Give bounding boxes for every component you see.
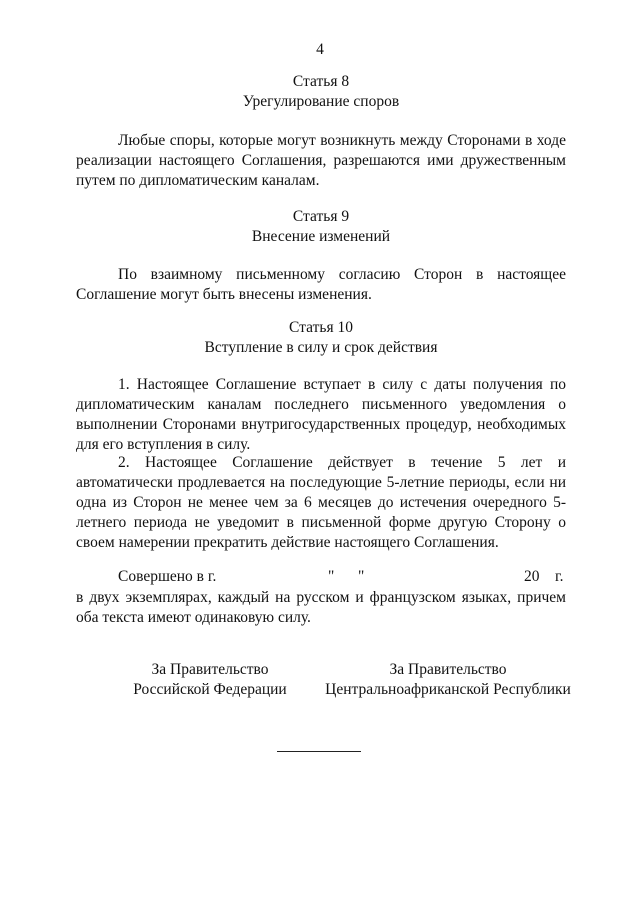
- article-number: Статья 10: [289, 319, 353, 336]
- page-number: 4: [316, 41, 324, 58]
- signature-line-1: За Правительство: [389, 661, 507, 678]
- done-at-text: Совершено в г.: [118, 568, 217, 585]
- article-8-paragraph: Любые споры, которые могут возникнуть между Сторонами в ходе реализации настоящего Соглашения, разрешаются ими дружественным путем по дипломатическим каналам.: [76, 132, 566, 189]
- year-prefix: 20: [524, 568, 540, 585]
- end-of-document-rule: [277, 751, 361, 752]
- signature-block-car: [320, 660, 576, 700]
- quote-close: ": [358, 568, 365, 585]
- article-title: Вступление в силу и срок действия: [204, 339, 438, 356]
- article-10-heading: [76, 318, 566, 358]
- signature-block-russia: [110, 660, 310, 700]
- article-number: Статья 8: [292, 73, 350, 90]
- article-9-heading: [76, 207, 566, 247]
- article-8-heading: [76, 72, 566, 112]
- year-suffix: г.: [555, 568, 564, 585]
- article-title: Внесение изменений: [251, 228, 391, 245]
- article-title: Урегулирование споров: [242, 93, 400, 110]
- article-10-paragraph-1: 1. Настоящее Соглашение вступает в силу с даты получения по дипломатическим каналам последнего письменного уведомления о выполнении Сторонами внутригосударственных процедур, необходимых для его вступления в силу.: [76, 376, 566, 453]
- signature-line-2: Российской Федерации: [133, 681, 287, 698]
- article-9-paragraph: По взаимному письменному согласию Сторон в настоящее Соглашение могут быть внесены изменения.: [76, 266, 566, 303]
- article-10-paragraph-2: 2. Настоящее Соглашение действует в течение 5 лет и автоматически продлевается на последующие 5-летние периоды, если ни одна из Сторон не менее чем за 6 месяцев до истечения очередного 5-летнего периода не уведомит в письменной форме другую Сторону о своем намерении прекратить действие настоящего Соглашения.: [76, 454, 566, 551]
- quote-open: ": [328, 568, 335, 585]
- signature-line-1: За Правительство: [151, 661, 269, 678]
- article-number: Статья 9: [292, 208, 350, 225]
- signature-line-2: Центральноафриканской Республики: [325, 681, 571, 698]
- closing-continuation: в двух экземплярах, каждый на русском и французском языках, причем оба текста имеют одинаковую силу.: [76, 589, 566, 626]
